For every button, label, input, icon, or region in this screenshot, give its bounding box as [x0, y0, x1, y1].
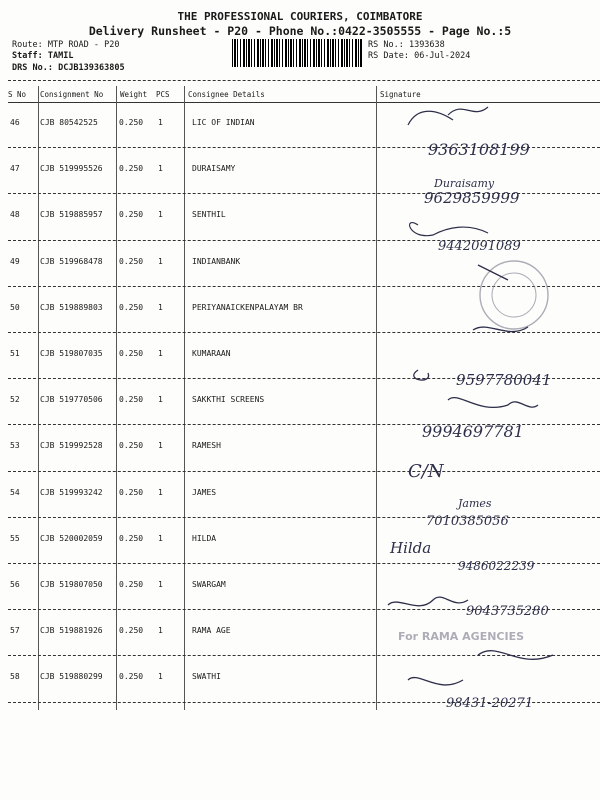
staff-label: Staff: [12, 51, 43, 61]
row-consignment-no: CJB 519807050 [40, 580, 103, 589]
signature-56-number: 9043735280 [466, 604, 549, 619]
row-sno: 56 [10, 580, 20, 589]
route-label: Route: [12, 40, 43, 50]
row-sno: 47 [10, 164, 20, 174]
row-pcs: 1 [158, 441, 163, 451]
signature-55-number: 9486022239 [458, 559, 535, 573]
row-weight: 0.250 [119, 210, 144, 220]
row-pcs: 1 [158, 672, 163, 682]
row-sno: 51 [10, 349, 20, 358]
row-consignment-no: CJB 519881926 [40, 626, 103, 636]
col-divider [38, 86, 39, 710]
row-weight: 0.250 [119, 256, 144, 266]
row-sno: 48 [10, 210, 20, 220]
row-consignment-no: CJB 80542525 [40, 118, 98, 127]
row-pcs: 1 [158, 533, 163, 543]
col-header-signature: Signature [380, 90, 421, 99]
barcode-image [232, 39, 362, 67]
signature-48 [410, 223, 521, 254]
row-pcs: 1 [158, 210, 163, 220]
row-weight: 0.250 [119, 533, 144, 543]
col-divider [184, 86, 185, 710]
row-consignment-no: CJB 519807035 [40, 349, 103, 358]
signature-55-name: Hilda [390, 539, 432, 557]
row-consignee: DURAISAMY [192, 164, 236, 174]
row-consignee: HILDA [192, 533, 217, 543]
signature-46 [408, 107, 530, 159]
row-sno: 46 [10, 118, 20, 127]
col-header-consignee: Consignee Details [188, 90, 265, 99]
signature-57 [398, 630, 553, 659]
signature-53 [408, 461, 445, 482]
row-weight: 0.250 [119, 441, 144, 451]
row-consignment-no: CJB 519993242 [40, 487, 103, 497]
row-weight: 0.250 [119, 626, 144, 636]
col-header-weight: Weight [120, 90, 148, 99]
row-sno: 52 [10, 395, 20, 405]
rs-date-label: RS Date: [368, 51, 409, 61]
row-weight: 0.250 [119, 164, 144, 174]
row-pcs: 1 [158, 164, 163, 174]
row-weight: 0.250 [119, 349, 144, 358]
row-consignee: KUMARAAN [192, 349, 231, 358]
row-weight: 0.250 [119, 118, 144, 127]
row-pcs: 1 [158, 118, 163, 127]
row-sno: 49 [10, 256, 20, 266]
row-pcs: 1 [158, 580, 163, 589]
row-consignee: LIC OF INDIAN [192, 118, 255, 127]
signature-58-number: 98431-20271 [446, 696, 534, 711]
row-weight: 0.250 [119, 487, 144, 497]
row-consignee: RAMA AGE [192, 626, 231, 636]
row-sno: 57 [10, 626, 20, 636]
row-pcs: 1 [158, 395, 163, 405]
signature-47-number: 9629859999 [424, 189, 520, 207]
row-consignment-no: CJB 519889803 [40, 302, 103, 312]
col-header-pcs: PCS [156, 90, 170, 99]
staff-value: TAMIL [47, 51, 74, 61]
row-consignee: RAMESH [192, 441, 221, 451]
row-consignee: SAKKTHI SCREENS [192, 395, 265, 405]
col-header-sno: S No [8, 90, 27, 99]
rs-no-label: RS No.: [368, 40, 404, 50]
signature-58 [408, 678, 533, 711]
signature-52-number: 9994697781 [422, 422, 524, 441]
row-pcs: 1 [158, 302, 163, 312]
signature-54-number: 7010385056 [426, 514, 509, 529]
signature-56 [388, 597, 549, 619]
row-weight: 0.250 [119, 302, 144, 312]
col-divider [376, 86, 377, 710]
col-header-consignment: Consignment No [40, 90, 104, 99]
drs-label: DRS No.: [12, 63, 53, 73]
row-consignee: JAMES [192, 487, 217, 497]
row-consignment-no: CJB 519885957 [40, 210, 103, 220]
drs-line [12, 63, 125, 73]
row-consignment-no: CJB 519770506 [40, 395, 103, 405]
signature-46-number: 9363108199 [428, 140, 530, 159]
header-divider-top [8, 80, 600, 81]
row-weight: 0.250 [119, 395, 144, 405]
rs-no-line [368, 40, 445, 50]
staff-line [12, 51, 73, 61]
signature-47-name: Duraisamy [434, 177, 495, 190]
signature-47 [424, 177, 520, 207]
row-consignee: INDIANBANK [192, 256, 241, 266]
row-weight: 0.250 [119, 580, 144, 589]
row-sno: 55 [10, 533, 20, 543]
signature-51-number: 9597780041 [456, 371, 552, 389]
signature-area [378, 95, 600, 715]
row-sno: 53 [10, 441, 20, 451]
signature-55 [389, 539, 535, 573]
row-consignee: SWARGAM [192, 580, 226, 589]
signature-48-number: 9442091089 [438, 239, 521, 254]
row-consignment-no: CJB 519968478 [40, 256, 103, 266]
row-consignment-no: CJB 519995526 [40, 164, 103, 174]
row-consignment-no: CJB 519992528 [40, 441, 103, 451]
route-value: MTP ROAD - P20 [47, 40, 120, 50]
signature-54 [426, 497, 509, 529]
row-sno: 58 [10, 672, 20, 682]
row-consignment-no: CJB 520002059 [40, 533, 103, 543]
signature-57-stamp: For RAMA AGENCIES [398, 630, 525, 643]
row-pcs: 1 [158, 349, 163, 358]
runsheet-title: Delivery Runsheet - P20 - Phone No.:0422-3505555 - Page No.:5 [88, 24, 512, 38]
row-sno: 50 [10, 302, 20, 312]
rs-no-value: 1393638 [408, 40, 445, 50]
signature-49-50 [473, 265, 528, 332]
row-consignment-no: CJB 519880299 [40, 672, 103, 682]
row-sno: 54 [10, 487, 20, 497]
company-title: THE PROFESSIONAL COURIERS, COIMBATORE [177, 10, 423, 23]
row-pcs: 1 [158, 256, 163, 266]
drs-value: DCJB139363805 [58, 63, 125, 73]
row-consignee: PERIYANAICKENPALAYAM BR [192, 302, 303, 312]
row-weight: 0.250 [119, 672, 144, 682]
rs-date-value: 06-Jul-2024 [414, 51, 471, 61]
row-consignee: SWATHI [192, 672, 221, 682]
row-pcs: 1 [158, 487, 163, 497]
signature-54-name: James [458, 497, 492, 510]
row-pcs: 1 [158, 626, 163, 636]
rs-date-line [368, 51, 470, 61]
signature-52 [422, 398, 538, 441]
signature-53-text: C/N [408, 461, 444, 482]
signature-51 [414, 370, 552, 389]
col-divider [116, 86, 117, 710]
route-line [12, 40, 120, 50]
row-consignee: SENTHIL [192, 210, 226, 220]
